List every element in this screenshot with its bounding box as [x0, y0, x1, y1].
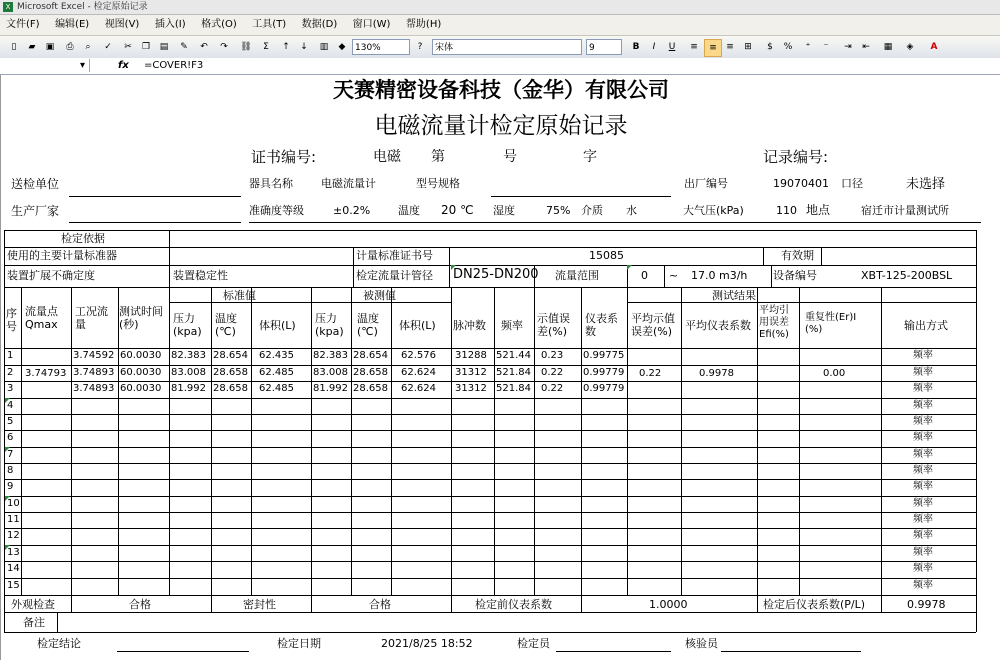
underline-field — [117, 651, 249, 652]
grid-line — [353, 247, 354, 287]
device-label: 设备编号 — [773, 269, 817, 282]
humidity-label: 湿度 — [493, 204, 515, 217]
drawing-icon[interactable]: ◆ — [338, 42, 346, 52]
worksheet[interactable] — [0, 75, 1000, 660]
uncertainty-label: 装置扩展不确定度 — [7, 269, 95, 282]
menu-view[interactable]: 视图(V) — [104, 19, 140, 30]
bold-button[interactable]: B — [632, 42, 640, 52]
underline-field — [249, 222, 981, 223]
grid-line — [757, 287, 758, 595]
seal-label: 密封性 — [243, 598, 276, 611]
cell-test-time: 60.0030 — [120, 350, 162, 361]
grid-line — [4, 365, 976, 366]
grid-line — [4, 247, 976, 248]
grid-line — [451, 287, 452, 595]
sort-descending-icon[interactable]: ↓ — [300, 42, 308, 52]
cell-output-mode: 频率 — [913, 383, 933, 394]
medium-value: 水 — [626, 204, 637, 217]
grid-line — [169, 287, 170, 595]
grid-line — [4, 528, 976, 529]
font-size-select[interactable]: 9 — [586, 39, 622, 55]
grid-line — [4, 479, 976, 480]
cell-output-mode: 频率 — [913, 530, 933, 541]
verifier-label: 检定员 — [517, 637, 550, 650]
grid-line — [311, 302, 451, 303]
post-coefficient-label: 检定后仪表系数(P/L) — [763, 598, 866, 611]
menu-window[interactable]: 窗口(W) — [352, 19, 391, 30]
grid-line — [4, 430, 976, 431]
cell-meter-coefficient: 0.99775 — [583, 350, 625, 361]
grid-line — [627, 302, 976, 303]
redo-icon[interactable]: ↷ — [220, 42, 228, 52]
cell-std-pressure: 81.992 — [171, 383, 206, 394]
toolbar — [0, 36, 1000, 59]
cell-output-mode: 频率 — [913, 400, 933, 411]
formula-bar — [0, 58, 1000, 75]
cell-work-flow: 3.74893 — [73, 383, 115, 394]
row-number: 12 — [7, 530, 20, 541]
grid-line — [169, 265, 170, 287]
cell-dut-pressure: 81.992 — [313, 383, 348, 394]
cert-hao: 号 — [503, 149, 517, 165]
stability-label: 装置稳定性 — [173, 269, 228, 282]
grid-line — [4, 632, 976, 633]
cell-dut-temperature: 28.658 — [353, 383, 388, 394]
grid-line — [494, 287, 495, 595]
help-icon[interactable]: ? — [417, 42, 423, 52]
grid-line — [821, 247, 822, 265]
name-box[interactable]: ▾ — [0, 59, 90, 72]
cell-std-pressure: 83.008 — [171, 367, 206, 378]
cell-output-mode: 频率 — [913, 350, 933, 361]
serial-value: 19070401 — [773, 177, 829, 190]
pre-coefficient-value: 1.0000 — [649, 598, 688, 611]
accuracy-label: 准确度等级 — [249, 204, 304, 217]
row-number: 6 — [7, 432, 14, 443]
visual-check-value: 合格 — [129, 598, 151, 611]
chart-wizard-icon[interactable]: ▥ — [319, 42, 329, 52]
cell-output-mode: 频率 — [913, 498, 933, 509]
function-icon[interactable]: fx — [118, 60, 129, 71]
accuracy-value: ±0.2% — [333, 204, 371, 217]
header-repeatability: 重复性(Er)I (%) — [805, 312, 857, 335]
cell-frequency: 521.84 — [496, 367, 531, 378]
cell-test-time: 60.0030 — [120, 383, 162, 394]
grid-line — [118, 287, 119, 595]
temperature-label: 温度 — [398, 204, 420, 217]
grid-line — [681, 287, 682, 595]
cell-avg-error: 0.22 — [639, 368, 662, 379]
range-sep: ~ — [669, 269, 679, 282]
caliber-value: 未选择 — [906, 177, 946, 192]
header-flow-point: 流量点 Qmax — [25, 305, 58, 332]
outdent-icon[interactable]: ⇤ — [862, 42, 870, 52]
range-label: 流量范围 — [555, 269, 599, 282]
client-label: 送检单位 — [11, 177, 60, 191]
row-number: 4 — [7, 400, 14, 411]
header-frequency: 频率 — [501, 319, 523, 332]
increase-decimal-icon[interactable]: ⁺ — [805, 42, 811, 52]
cell-pulse-count: 31312 — [455, 367, 487, 378]
cell-dut-pressure: 83.008 — [313, 367, 348, 378]
row-number: 11 — [7, 514, 20, 525]
row-number: 3 — [7, 383, 14, 394]
header-output-mode: 输出方式 — [904, 319, 948, 332]
cell-test-time: 60.0030 — [120, 367, 162, 378]
cell-frequency: 521.84 — [496, 383, 531, 394]
grid-line — [21, 287, 22, 595]
grid-line — [4, 447, 976, 448]
place-value: 宿迁市计量测试所 — [861, 204, 949, 217]
print-icon[interactable]: ⎙ — [66, 42, 74, 52]
row-number: 1 — [7, 350, 14, 361]
post-coefficient-value: 0.9978 — [907, 598, 946, 611]
autosum-icon[interactable]: Σ — [263, 42, 269, 52]
format-painter-icon[interactable]: ✎ — [180, 42, 188, 52]
cell-work-flow: 3.74592 — [73, 350, 115, 361]
grid-line — [4, 348, 976, 349]
menu-edit[interactable]: 编辑(E) — [55, 19, 90, 30]
preview-icon[interactable]: ⌕ — [85, 42, 91, 52]
cell-avg-coefficient: 0.9978 — [699, 368, 734, 379]
row-number: 2 — [7, 367, 14, 378]
cell-dut-temperature: 28.654 — [353, 350, 388, 361]
cell-comment-marker — [627, 265, 632, 270]
grid-line — [581, 595, 582, 612]
date-label: 检定日期 — [277, 637, 321, 650]
cell-indication-error: 0.23 — [541, 350, 564, 361]
underline-field — [491, 196, 671, 197]
align-left-icon[interactable]: ≡ — [690, 42, 698, 52]
grid-line — [57, 612, 58, 632]
grid-line — [311, 287, 312, 595]
header-dut-pressure: 压力 (kpa) — [315, 312, 344, 339]
underline-field — [556, 651, 671, 652]
pressure-value: 110 — [776, 204, 797, 217]
header-work-flow: 工况流 量 — [75, 305, 108, 332]
cert-number-label: 证书编号: — [251, 148, 317, 166]
menu-format[interactable]: 格式(O) — [201, 19, 237, 30]
basis-label: 检定依据 — [61, 232, 105, 245]
grid-line — [771, 265, 772, 287]
header-standard-value: 标准值 — [223, 289, 256, 302]
font-select[interactable]: 宋体 — [432, 39, 582, 55]
percent-icon[interactable]: % — [783, 42, 793, 52]
spelling-icon[interactable]: ✓ — [104, 42, 112, 52]
grid-line — [391, 287, 392, 595]
cell-indication-error: 0.22 — [541, 367, 564, 378]
cell-work-flow: 3.74893 — [73, 367, 115, 378]
menu-data[interactable]: 数据(D) — [301, 19, 338, 30]
grid-line — [4, 595, 976, 596]
header-avg-error: 平均示值 误差(%) — [631, 312, 675, 339]
header-test-time: 测试时间 (秒) — [119, 305, 163, 332]
grid-line — [71, 287, 72, 595]
cell-pulse-count: 31288 — [455, 350, 487, 361]
cell-output-mode: 频率 — [913, 580, 933, 591]
header-avg-coefficient: 平均仪表系数 — [685, 319, 751, 332]
cert-di: 第 — [431, 149, 445, 165]
header-dut-volume: 体积(L) — [399, 319, 436, 332]
underline-field — [721, 651, 861, 652]
grid-line — [251, 287, 252, 595]
cell-meter-coefficient: 0.99779 — [583, 367, 625, 378]
range-min: 0 — [641, 269, 648, 282]
header-std-pressure: 压力 (kpa) — [173, 312, 202, 339]
header-std-volume: 体积(L) — [259, 319, 296, 332]
cell-repeatability: 0.00 — [823, 368, 846, 379]
grid-line — [4, 545, 976, 546]
grid-line — [4, 561, 976, 562]
grid-line — [169, 302, 311, 303]
pipe-value: DN25-DN200 — [453, 267, 539, 282]
cert-zi: 字 — [583, 149, 597, 165]
underline-button[interactable]: U — [668, 42, 676, 52]
cell-output-mode: 频率 — [913, 449, 933, 460]
grid-line — [169, 230, 170, 265]
window-titlebar — [0, 0, 1000, 15]
grid-line — [4, 612, 976, 613]
align-center-icon[interactable]: ≡ — [704, 39, 722, 57]
cell-dut-pressure: 82.383 — [313, 350, 348, 361]
cell-meter-coefficient: 0.99779 — [583, 383, 625, 394]
grid-line — [627, 287, 628, 595]
grid-line — [976, 230, 977, 632]
header-meter-coefficient: 仪表系 数 — [585, 312, 618, 339]
conclusion-label: 检定结论 — [37, 637, 81, 650]
instrument-label: 器具名称 — [249, 177, 293, 190]
model-label: 型号规格 — [416, 177, 460, 190]
temperature-value: 20 ℃ — [441, 203, 474, 217]
header-dut-temperature: 温度 (℃) — [357, 312, 379, 339]
caliber-label: 口径 — [841, 177, 863, 190]
grid-line — [451, 595, 452, 612]
serial-label: 出厂编号 — [684, 177, 728, 190]
align-right-icon[interactable]: ≡ — [726, 42, 734, 52]
date-value: 2021/8/25 18:52 — [381, 637, 473, 650]
grid-line — [351, 287, 352, 595]
grid-line — [763, 247, 764, 265]
fill-color-icon[interactable]: ◈ — [906, 42, 914, 52]
checker-label: 核验员 — [685, 637, 718, 650]
instrument-value: 电磁流量计 — [321, 177, 376, 190]
font-color-icon[interactable]: A — [930, 42, 938, 52]
grid-line — [4, 578, 976, 579]
cut-icon[interactable]: ✂ — [124, 42, 132, 52]
grid-line — [757, 595, 758, 612]
cell-output-mode: 频率 — [913, 416, 933, 427]
row-number: 14 — [7, 563, 20, 574]
cell-pulse-count: 31312 — [455, 383, 487, 394]
header-seq: 序 号 — [6, 307, 17, 334]
grid-line — [4, 230, 5, 632]
cell-output-mode: 频率 — [913, 432, 933, 443]
open-folder-icon[interactable]: ▰ — [28, 42, 36, 52]
row-number: 10 — [7, 498, 20, 509]
grid-line — [4, 230, 976, 231]
standard-label: 使用的主要计量标准器 — [7, 249, 117, 262]
row-number: 5 — [7, 416, 14, 427]
cell-std-temperature: 28.658 — [213, 367, 248, 378]
header-test-result: 测试结果 — [712, 289, 756, 302]
grid-line — [211, 287, 212, 595]
cell-std-pressure: 82.383 — [171, 350, 206, 361]
header-pulse-count: 脉冲数 — [453, 319, 486, 332]
seal-value: 合格 — [369, 598, 391, 611]
cell-std-temperature: 28.658 — [213, 383, 248, 394]
row-number: 8 — [7, 465, 14, 476]
cell-output-mode: 频率 — [913, 465, 933, 476]
grid-line — [71, 595, 72, 612]
new-icon[interactable]: ▯ — [11, 42, 17, 52]
grid-line — [449, 247, 450, 287]
paste-icon[interactable]: ▤ — [159, 42, 169, 52]
std-cert-label: 计量标准证书号 — [356, 249, 433, 262]
menu-file[interactable]: 文件(F) — [6, 19, 40, 30]
manufacturer-label: 生产厂家 — [11, 204, 60, 218]
device-value: XBT-125-200BSL — [861, 269, 953, 282]
grid-line — [4, 414, 976, 415]
italic-button[interactable]: I — [652, 42, 656, 52]
zoom-select[interactable]: 130% — [352, 39, 410, 55]
cell-frequency: 521.44 — [496, 350, 531, 361]
cert-prefix: 电磁 — [373, 149, 401, 165]
excel-app-icon: X — [3, 2, 13, 12]
remark-label: 备注 — [23, 616, 45, 629]
header-indication-error: 示值误 差(%) — [537, 312, 570, 339]
window-title: Microsoft Excel - 检定原始记录 — [17, 2, 148, 12]
cell-std-volume: 62.485 — [259, 367, 294, 378]
cell-dut-volume: 62.576 — [401, 350, 436, 361]
cell-output-mode: 频率 — [913, 514, 933, 525]
grid-line — [881, 287, 882, 595]
cell-std-temperature: 28.654 — [213, 350, 248, 361]
cell-dut-volume: 62.624 — [401, 383, 436, 394]
std-cert-value: 15085 — [589, 249, 624, 262]
menu-bar — [0, 15, 1000, 36]
cell-std-volume: 62.485 — [259, 383, 294, 394]
grid-line — [581, 287, 582, 595]
cell-dut-temperature: 28.658 — [353, 367, 388, 378]
cell-flow-point: 3.74793 — [25, 368, 67, 379]
range-max: 17.0 m3/h — [691, 269, 748, 282]
company-name: 天赛精密设备科技（金华）有限公司 — [333, 78, 669, 102]
underline-field — [69, 222, 241, 223]
grid-line — [4, 381, 976, 382]
header-std-temperature: 温度 (℃) — [215, 312, 237, 339]
indent-icon[interactable]: ⇥ — [844, 42, 852, 52]
grid-line — [4, 463, 976, 464]
row-number: 7 — [7, 449, 14, 460]
validity-label: 有效期 — [781, 249, 814, 262]
cell-output-mode: 频率 — [913, 367, 933, 378]
medium-label: 介质 — [581, 204, 603, 217]
menu-insert[interactable]: 插入(I) — [154, 19, 186, 30]
visual-check-label: 外观检查 — [11, 598, 55, 611]
header-avg-reference-error: 平均引 用误差 Efi(%) — [759, 305, 789, 340]
record-number-label: 记录编号: — [763, 148, 829, 166]
grid-line — [4, 265, 976, 266]
copy-icon[interactable]: ❐ — [141, 42, 151, 52]
grid-line — [4, 512, 976, 513]
cell-std-volume: 62.435 — [259, 350, 294, 361]
row-number: 15 — [7, 580, 20, 591]
cell-dut-volume: 62.624 — [401, 367, 436, 378]
merge-center-icon[interactable]: ⊞ — [744, 42, 752, 52]
save-icon[interactable]: ▣ — [45, 42, 55, 52]
underline-field — [69, 196, 241, 197]
decrease-decimal-icon[interactable]: ⁻ — [823, 42, 829, 52]
grid-line — [211, 595, 212, 612]
menu-help[interactable]: 帮助(H) — [405, 19, 442, 30]
place-label: 地点 — [806, 203, 831, 217]
pressure-label: 大气压(kPa) — [683, 204, 744, 217]
row-number: 9 — [7, 481, 14, 492]
cell-output-mode: 频率 — [913, 563, 933, 574]
formula-input[interactable]: =COVER!F3 — [144, 60, 204, 71]
header-measured-value: 被测值 — [363, 289, 396, 302]
pre-coefficient-label: 检定前仪表系数 — [475, 598, 552, 611]
currency-icon[interactable]: $ — [767, 42, 773, 52]
menu-tools[interactable]: 工具(T) — [252, 19, 287, 30]
grid-line — [4, 496, 976, 497]
grid-line — [4, 287, 976, 288]
grid-line — [664, 265, 665, 287]
grid-line — [4, 398, 976, 399]
grid-line — [881, 595, 882, 612]
humidity-value: 75% — [546, 204, 571, 217]
grid-line — [534, 287, 535, 595]
borders-icon[interactable]: ▦ — [883, 42, 893, 52]
grid-line — [311, 595, 312, 612]
row-number: 13 — [7, 547, 20, 558]
grid-line — [799, 287, 800, 595]
pipe-label: 检定流量计管径 — [356, 269, 433, 282]
undo-icon[interactable]: ↶ — [200, 42, 208, 52]
cell-indication-error: 0.22 — [541, 383, 564, 394]
cell-output-mode: 频率 — [913, 481, 933, 492]
hyperlink-icon[interactable]: ⛓ — [240, 42, 252, 52]
sort-ascending-icon[interactable]: ↑ — [282, 42, 290, 52]
record-title: 电磁流量计检定原始记录 — [374, 113, 628, 139]
cell-output-mode: 频率 — [913, 547, 933, 558]
